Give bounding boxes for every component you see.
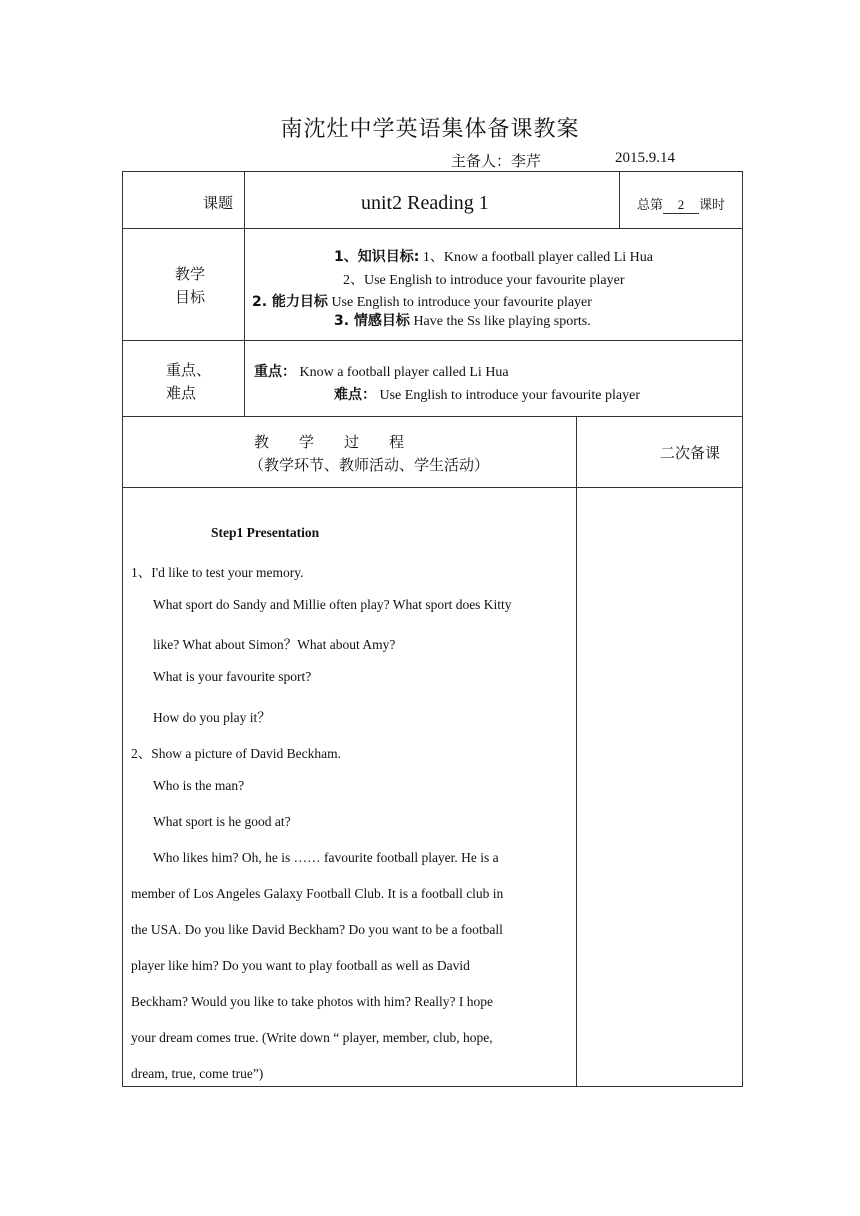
secondary-prep-label: 二次备课 xyxy=(660,444,721,462)
col-divider xyxy=(619,172,620,228)
knowledge-objective xyxy=(334,246,653,266)
keypoints-label-1: 重点、 xyxy=(166,361,212,379)
knowledge-objective-label: 1、知识目标: xyxy=(334,249,420,265)
objectives-label-1: 教学 xyxy=(175,265,206,283)
body-line: What is your favourite sport? xyxy=(153,669,312,684)
row-divider xyxy=(123,416,742,417)
body-line: Who is the man? xyxy=(153,778,245,793)
col-divider xyxy=(576,416,577,1087)
lesson-count-value: 2 xyxy=(663,197,699,214)
row-divider xyxy=(123,487,742,488)
body-line: Beckham? Would you like to take photos with him? Really? I hope xyxy=(131,994,493,1009)
difficult-point-label: 难点： xyxy=(334,387,376,403)
author-label: 主备人：李芹 xyxy=(451,152,542,170)
process-subheading: （教学环节、教师活动、学生活动） xyxy=(249,456,490,474)
difficult-point xyxy=(334,384,640,404)
lesson-plan-table xyxy=(122,171,743,1087)
body-line: player like him? Do you want to play football as well as David xyxy=(131,958,470,973)
body-line: like? What about Simon？What about Amy? xyxy=(153,637,396,652)
key-point xyxy=(254,361,509,381)
process-heading: 教 学 过 程 xyxy=(254,433,405,451)
body-line: What sport do Sandy and Millie often play? What sport does Kitty xyxy=(153,597,512,612)
emotion-objective xyxy=(334,310,591,330)
key-point-text: Know a football player called Li Hua xyxy=(296,365,509,380)
body-line: member of Los Angeles Galaxy Football Club. It is a football club in xyxy=(131,886,504,901)
difficult-point-text: Use English to introduce your favourite player xyxy=(376,388,640,403)
objectives-label-2: 目标 xyxy=(175,288,206,306)
lesson-count-suffix: 课时 xyxy=(699,198,726,213)
knowledge-objective-2: 2、Use English to introduce your favourite player xyxy=(343,273,625,288)
lesson-count xyxy=(637,194,725,214)
key-point-label: 重点： xyxy=(254,364,296,380)
row-divider xyxy=(123,340,742,341)
ability-objective-text: Use English to introduce your favourite player xyxy=(327,295,592,310)
body-line: How do you play it？ xyxy=(153,710,271,725)
body-line: your dream comes true. (Write down “ player, member, club, hope, xyxy=(131,1030,493,1045)
keypoints-label-2: 难点 xyxy=(166,384,197,402)
body-line: dream, true, come true”) xyxy=(131,1066,264,1081)
body-line: 2、Show a picture of David Beckham. xyxy=(131,746,341,761)
topic-label: 课题 xyxy=(203,194,234,212)
body-line: Who likes him? Oh, he is …… favourite football player. He is a xyxy=(153,850,499,865)
date-label: 2015.9.14 xyxy=(615,150,675,166)
body-line: the USA. Do you like David Beckham? Do you want to be a football xyxy=(131,922,503,937)
page-title: 南沈灶中学英语集体备课教案 xyxy=(280,117,580,142)
row-divider xyxy=(123,228,742,229)
emotion-objective-text: Have the Ss like playing sports. xyxy=(409,314,591,329)
ability-objective-label: 2. 能力目标 xyxy=(252,294,328,310)
step-title: Step1 Presentation xyxy=(211,525,320,540)
body-line: 1、I'd like to test your memory. xyxy=(131,565,304,580)
ability-objective xyxy=(252,291,592,311)
col-divider xyxy=(244,172,245,416)
body-line: What sport is he good at? xyxy=(153,814,291,829)
emotion-objective-label: 3. 情感目标 xyxy=(334,313,410,329)
topic-value: unit2 Reading 1 xyxy=(361,192,489,214)
lesson-count-prefix: 总第 xyxy=(637,198,664,213)
knowledge-objective-text: 1、Know a football player called Li Hua xyxy=(419,250,653,265)
